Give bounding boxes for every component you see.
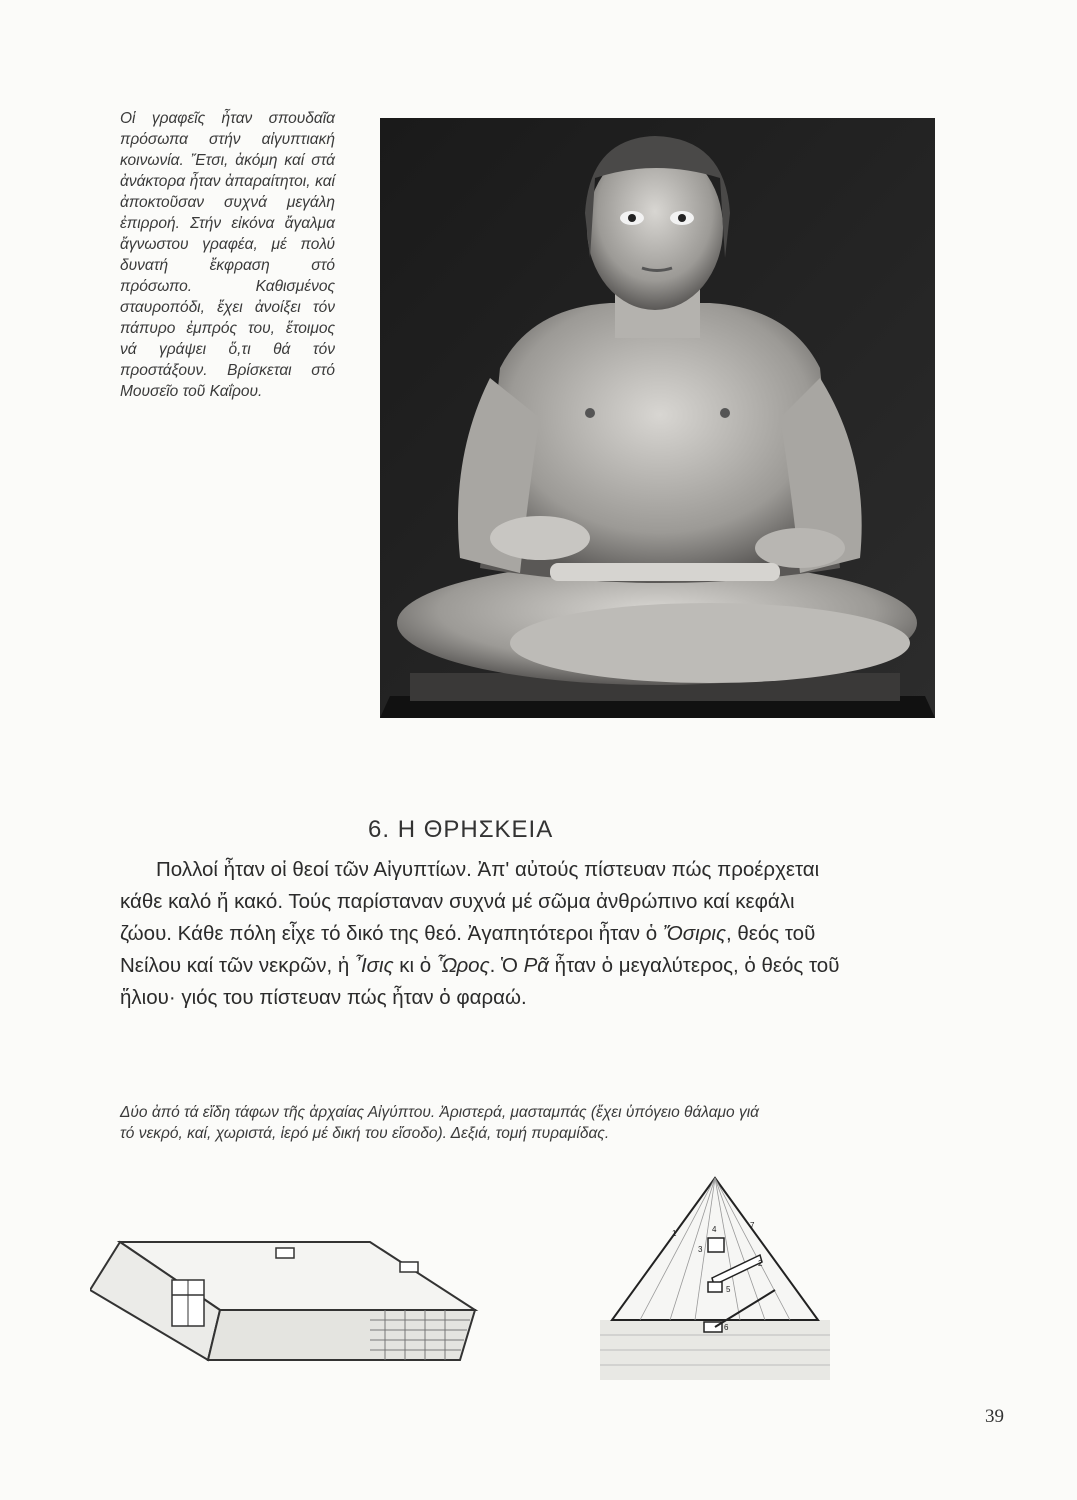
pyramid-label: 6 xyxy=(724,1323,729,1332)
pyramid-label: 2 xyxy=(758,1259,763,1268)
tombs-caption: Δύο ἀπό τά εἴδη τάφων τῆς ἀρχαίας Αἰγύπτου. Ἀριστερά, μασταμπάς (ἔχει ὑπόγειο θάλαμο γιά τό νεκρό, καί, χωριστά, ἱερό μέ δική του εἴσοδο). Δεξιά, τομή πυραμίδας. xyxy=(120,1104,759,1142)
mastaba-drawing xyxy=(90,1230,490,1370)
body-paragraph xyxy=(120,854,840,1014)
body-text-part: κι ὁ xyxy=(393,954,437,977)
pyramid-section-drawing xyxy=(600,1170,830,1380)
horus-name: Ὧρος xyxy=(436,954,490,977)
body-text-part: . Ὁ xyxy=(489,954,524,977)
body-text-part: Πολλοί ἦταν οἱ θεοί τῶν Αἰγυπτίων. Ἀπ' αὐτούς πίστευαν πώς προέρχεται κάθε καλό ἤ κακό. Τούς παρίσταναν συχνά μέ σῶμα ἀνθρώπινο καί κεφάλι ζώου. Κάθε πόλη εἶχε τό δικό της θεό. Ἀγαπητότεροι ἦταν ὁ xyxy=(120,858,820,945)
section-heading xyxy=(368,816,553,844)
pyramid-label: 4 xyxy=(712,1225,717,1234)
section-title: Η ΘΡΗΣΚΕΙΑ xyxy=(397,816,554,843)
body-text-part: ἦταν ὁ μεγαλύτερος, ὁ θεός τοῦ ἥλιου· γιός του πίστευαν πώς ἦταν ὁ φαραώ. xyxy=(120,954,840,1009)
scribe-statue-photo xyxy=(380,118,935,718)
pyramid-label: 1 xyxy=(672,1229,677,1238)
ra-name: Ρᾶ xyxy=(523,954,549,977)
pyramid-label: 7 xyxy=(750,1221,755,1230)
body-text-part: , θεός τοῦ Νείλου καί τῶν νεκρῶν, ἡ xyxy=(120,922,816,977)
osiris-name: Ὄσιρις xyxy=(662,922,726,945)
isis-name: Ἶσις xyxy=(354,954,394,977)
statue-caption: Οἱ γραφεῖς ἦταν σπουδαῖα πρόσωπα στήν αἰγυπτιακή κοινωνία. Ἔτσι, ἀκόμη καί στά ἀνάκτορα ἦταν ἀπαραίτητοι, καί ἀποκτοῦσαν συχνά μεγάλη ἐπιρροή. Στήν εἰκόνα ἄγαλμα ἄγνωστου γραφέα, μέ πολύ δυνατή ἔκφραση στό πρόσωπο. Καθισμένος σταυροπόδι, ἔχει ἀνοίξει τόν πάπυρο ἐμπρός του, ἕτοιμος νά γράψει ὅ,τι θά τόν προστάξουν. Βρίσκεται στό Μουσεῖο τοῦ Καΐρου. xyxy=(120,110,335,400)
section-number: 6. xyxy=(368,816,391,843)
pyramid-label: 5 xyxy=(726,1285,731,1294)
pyramid-label: 3 xyxy=(698,1245,703,1254)
page-number: 39 xyxy=(985,1406,1004,1427)
